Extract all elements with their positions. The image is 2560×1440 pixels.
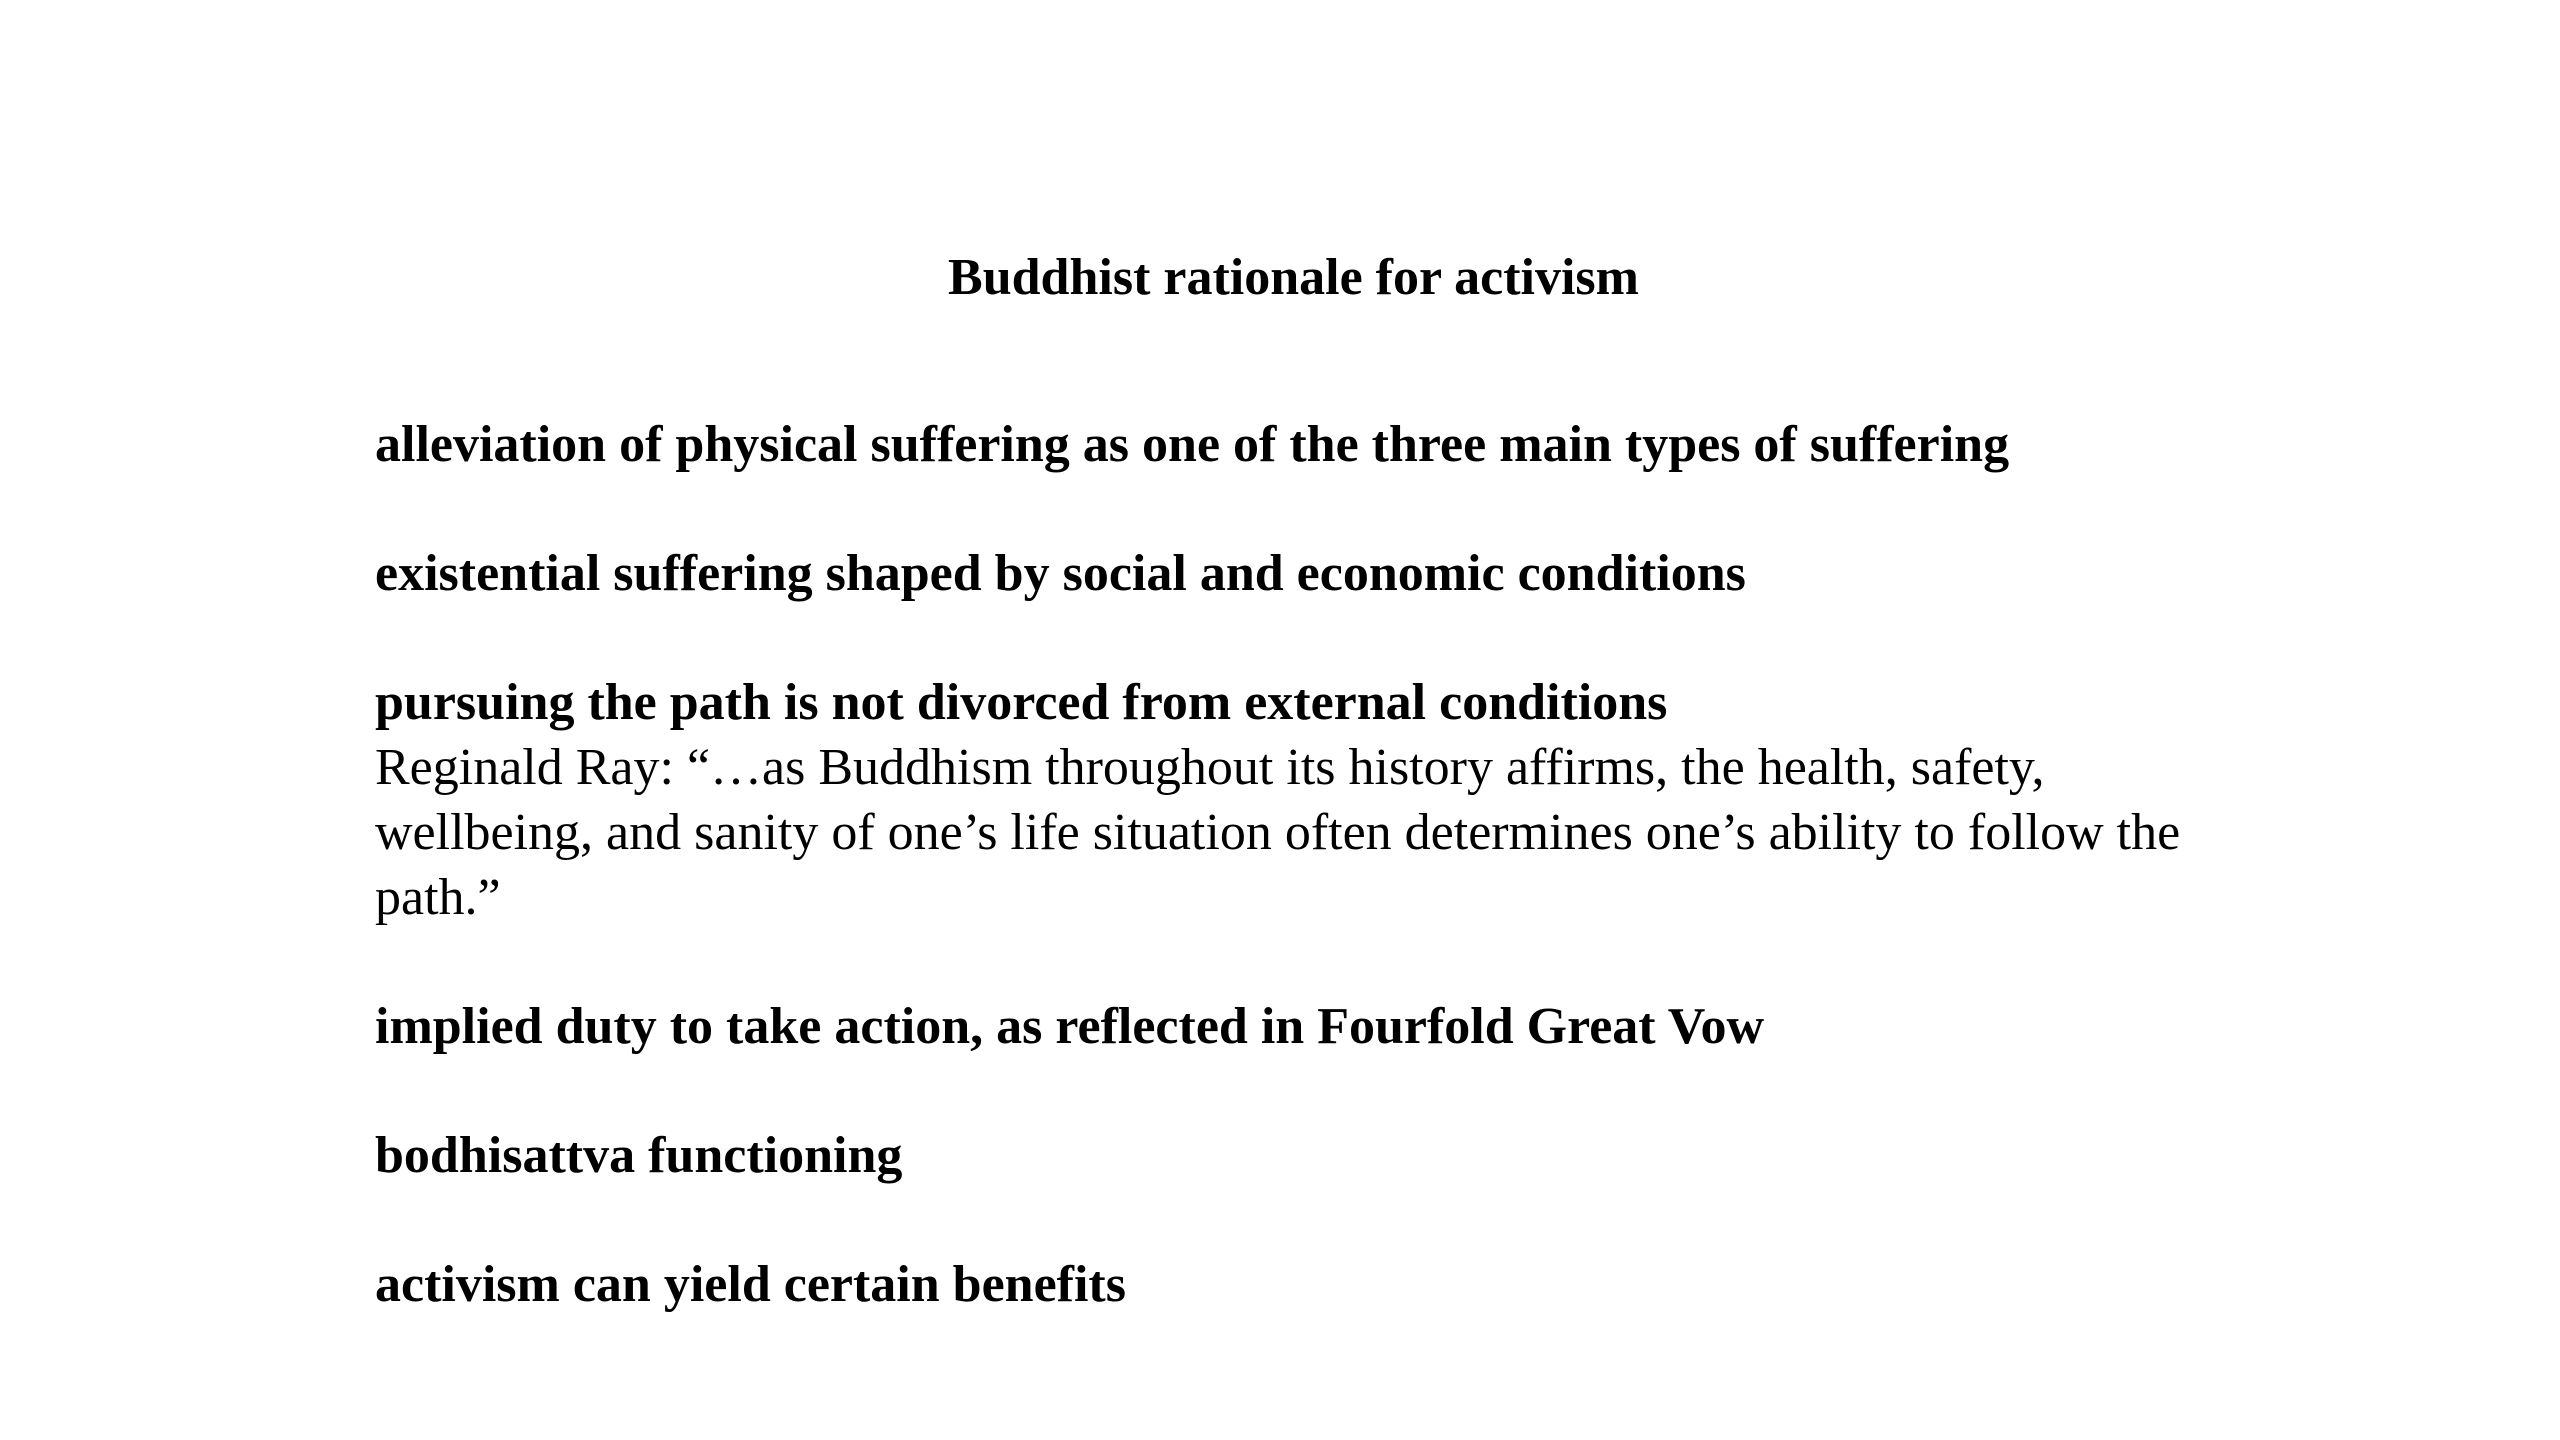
spacer [375, 930, 2185, 995]
spacer [375, 1188, 2185, 1253]
bullet-point-6: activism can yield certain benefits [375, 1256, 1126, 1313]
spacer [375, 1059, 2185, 1124]
slide-content [375, 413, 2185, 1317]
bullet-point-3: pursuing the path is not divorced from external conditions [375, 674, 1668, 731]
bullet-point-2: existential suffering shaped by social and economic conditions [375, 545, 1746, 602]
bullet-point-5: bodhisattva functioning [375, 1127, 903, 1184]
spacer [375, 606, 2185, 671]
reginald-ray-quote: Reginald Ray: “…as Buddhism throughout its history affirms, the health, safety, wellbeing, and sanity of one’s life situation often determines one’s ability to follow the path.” [375, 739, 2181, 926]
slide-title: Buddhist rationale for activism [948, 249, 1639, 306]
spacer [375, 477, 2185, 542]
bullet-point-1: alleviation of physical suffering as one of the three main types of suffering [375, 416, 2010, 473]
bullet-point-4: implied duty to take action, as reflected in Fourfold Great Vow [375, 998, 1765, 1055]
